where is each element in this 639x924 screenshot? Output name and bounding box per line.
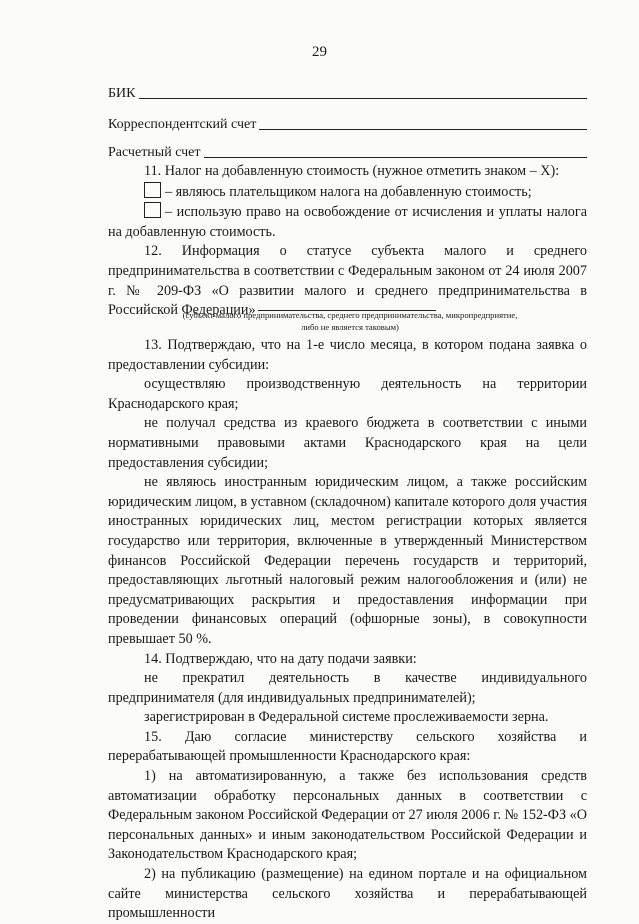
p14-heading: 14. Подтверждаю, что на дату подачи заявки: <box>144 650 417 667</box>
bik-label: БИК <box>108 86 136 101</box>
vat-option-payer <box>108 182 587 203</box>
p13-item-not-foreign: не являюсь иностранным юридическим лицом, а также российским юридическим лицом, в уставном (складочном) капитале которого доля участия иностранных юридических лиц, местом регистрации которых является государство или территория, включенные в утвержденный Министерством финансов Российской Федерации перечень государств и территорий, предоставляющих льготный налоговый режим налогообложения и (или) не предусматривающих раскрытия и предоставления информации при проведении финансовых операций (офшорные зоны), в совокупности превышает 50 %. <box>108 474 587 647</box>
settlement-account-label: Расчетный счет <box>108 145 201 160</box>
p13-item-production: осуществляю производственную деятельность на территории Краснодарского края; <box>108 376 587 412</box>
page-number: 29 <box>312 44 327 60</box>
vat-payer-text: – являюсь плательщиком налога на добавленную стоимость; <box>165 183 532 200</box>
settlement-account-line <box>204 156 587 158</box>
vat-heading: 11. Налог на добавленную стоимость (нужное отметить знаком – X): <box>144 163 560 179</box>
p14-item-registered: зарегистрирован в Федеральной системе прослеживаемости зерна. <box>144 709 549 726</box>
p14-item-active: не прекратил деятельность в качестве индивидуального предпринимателя (для индивидуальных предпринимателей); <box>108 670 587 706</box>
note-line-2: либо не является таковым) <box>301 322 399 332</box>
settlement-account-field <box>108 145 587 161</box>
p15-item-publication: 2) на публикацию (размещение) на едином портале и на официальном сайте министерства сельского хозяйства и перерабатывающей промышленности <box>108 866 587 922</box>
vat-option-exempt-cont: на добавленную стоимость. <box>108 223 276 240</box>
vat-exempt-text: – использую право на освобождение от исчисления и уплаты налога <box>165 204 587 221</box>
note-line-1: (субъект малого предпринимательства, среднего предпринимательства, микропредприятие, <box>182 310 518 320</box>
p15-item-processing: 1) на автоматизированную, а также без использования средств автоматизации обработку персональных данных в соответствии с Федеральным законом Российской Федерации от 27 июля 2006 г. № 152-ФЗ «О персональных данных» и иным законодательством Российской Федерации и Законодательством Краснодарского края; <box>108 768 587 863</box>
p13-heading: 13. Подтверждаю, что на 1-е число месяца, в котором подана заявка о предоставлении субсидии: <box>108 337 587 373</box>
sme-status-note <box>140 309 560 333</box>
section-11-12 <box>108 162 587 321</box>
vat-payer-checkbox[interactable] <box>144 182 161 198</box>
sme-status-text: 12. Информация о статусе субъекта малого и среднего предпринимательства в соответствии с Федеральным законом от 24 июля 2007 г. № 209-ФЗ «О развитии малого и среднего предпринимательства в Российской Федерации» <box>108 243 587 319</box>
bik-line <box>139 97 588 99</box>
bik-field <box>108 86 587 102</box>
corr-account-label: Корреспондентский счет <box>108 117 257 132</box>
vat-exempt-checkbox[interactable] <box>144 202 161 218</box>
section-13-15 <box>108 336 587 924</box>
p13-item-no-funds: не получал средства из краевого бюджета в соответствии с иными нормативными правовыми актами Краснодарского края на цели предоставления субсидии; <box>108 415 587 471</box>
p15-heading: 15. Даю согласие министерству сельского хозяйства и перерабатывающей промышленности Краснодарского края: <box>108 728 587 765</box>
corr-account-line <box>259 128 587 130</box>
vat-option-exempt <box>108 202 587 223</box>
corr-account-field <box>108 117 587 133</box>
